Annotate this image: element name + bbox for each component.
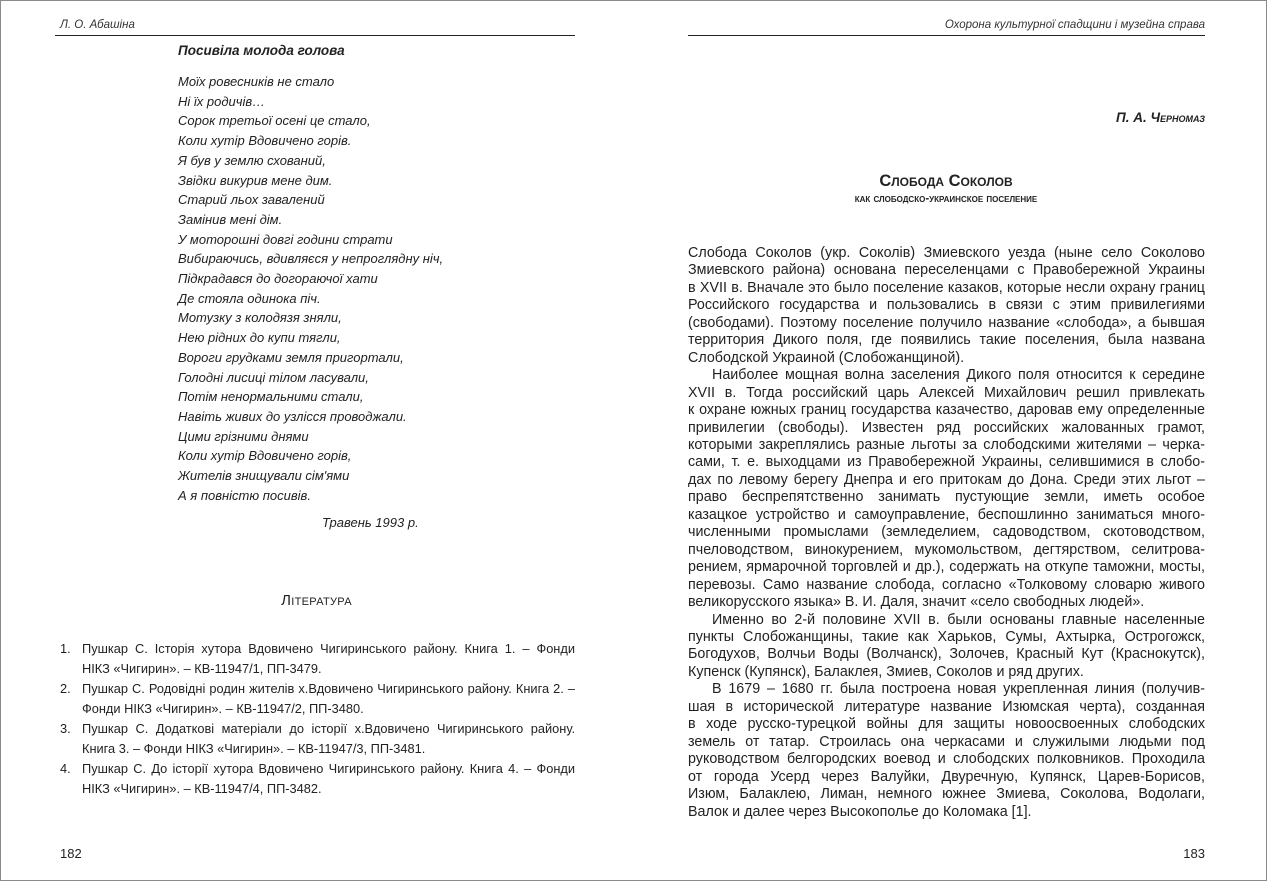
poem — [178, 72, 443, 505]
reference-line: НІКЗ «Чигирин». – КВ-11947/1, ПП-3479. — [82, 661, 322, 676]
running-head-left: Л. О. Абашіна — [60, 19, 135, 31]
reference-line: Книга 3. – Фонди НІКЗ «Чигирин». – КВ-11947/3, ПП-3481. — [82, 741, 426, 756]
running-head-right: Охорона культурної спадщини і музейна справа — [944, 19, 1205, 31]
header-rule — [55, 35, 575, 36]
reference-line: Фонди НІКЗ «Чигирин». – КВ-11947/2, ПП-3480. — [82, 701, 364, 716]
poem-line: Де стояла одинока піч. — [178, 290, 321, 306]
paragraph-line: в XVII в. Вначале это было поселение казаков, которые несли охрану границ — [688, 279, 1205, 296]
paragraph-line: Слободской Украиной (Слобожанщиной). — [688, 349, 965, 366]
poem-line: Старий льох завалений — [178, 192, 325, 208]
paragraph-line: Змиевского района) основана переселенцами с Правобережной Украины — [688, 262, 1205, 279]
literature-heading: Література — [281, 592, 352, 609]
paragraph-line: Именно во 2-й половине XVII в. были основаны главные населенные — [712, 611, 1205, 628]
poem-line: Моїх ровесників не стало — [178, 74, 335, 89]
poem-line: Навіть живих до узлісся проводжали. — [178, 408, 407, 424]
poem-line: Підкрадався до догораючої хати — [178, 271, 378, 287]
poem-line: А я повністю посивів. — [178, 487, 311, 503]
paragraph-line: Валок и далее через Высокополье до Коломака [1]. — [688, 803, 1032, 820]
paragraph-line: Слобода Соколов (укр. Соколів) Змиевского уезда (ныне село Соколово — [688, 245, 1205, 261]
paragraph-line: Изюм, Балаклею, Лиман, немного южнее Змиева, Соколова, Водолаги, — [688, 786, 1205, 803]
paragraph-line: численными промыслами (земледелием, садоводством, скотоводством, — [688, 524, 1205, 541]
paragraph-line: сами, т. е. выходцами из Правобережной Украины, селившимися в слобо- — [688, 454, 1205, 471]
paragraph-line: право беспрепятственно занимать пустующие земли, иметь особое — [688, 489, 1205, 506]
paragraph-line: рением, ярмарочной торговлей и др.), содержать на откупе таможни, мосты, — [688, 559, 1205, 576]
paragraph — [688, 245, 1205, 367]
reference-list — [60, 639, 575, 799]
reference-number: 3. — [60, 721, 71, 736]
reference-item — [60, 679, 575, 719]
poem-line: Коли хутір Вдовичено горів. — [178, 133, 352, 149]
article-subtitle: как слободско-украинское поселение — [854, 193, 1038, 205]
poem-line: Жителів знищували сім'ями — [178, 468, 350, 484]
paragraph-line: земель от татар. Строилась она черкасами и служилыми людьми под — [688, 733, 1205, 750]
header-rule — [688, 35, 1205, 36]
reference-line: НІКЗ «Чигирин». – КВ-11947/4, ПП-3482. — [82, 781, 322, 796]
poem-line: Замінив мені дім. — [178, 211, 283, 227]
poem-line: Ні їх родичів… — [178, 93, 266, 109]
paragraph-line: казацкое устройство и самоуправление, беспошлинно заниматься много- — [688, 506, 1205, 523]
reference-line: Пушкар С. Історія хутора Вдовичено Чигиринського району. Книга 1. – Фонди — [82, 641, 575, 656]
reference-item — [60, 759, 575, 799]
poem-line: Мотузку з колодязя зняли, — [178, 310, 342, 326]
reference-line: Пушкар С. До історії хутора Вдовичено Чигиринського району. Книга 4. – Фонди — [82, 761, 575, 776]
paragraph-line: пункты Слобожанщины, такие как Харьков, Сумы, Ахтырка, Острогожск, — [688, 628, 1205, 645]
poem-line: Вибираючись, вдивляєся у непроглядну ніч, — [178, 251, 444, 267]
page-number-left: 182 — [60, 846, 82, 861]
paragraph-line: привилегии (свободы). Известен ряд российских жалованных грамот, — [688, 419, 1205, 436]
right-page — [633, 0, 1267, 881]
paragraph-line: великорусского языка» В. И. Даля, значит «село свободных людей». — [688, 594, 1145, 611]
reference-number: 1. — [60, 641, 71, 656]
paragraph-line: Купенск (Купянск), Балаклея, Змиев, Соколов и ряд других. — [688, 663, 1084, 680]
poem-line: Вороги грудками земля пригортали, — [178, 349, 404, 365]
paragraph — [688, 367, 1205, 611]
poem-line: Звідки викурив мене дим. — [178, 172, 333, 188]
page-number-right: 183 — [1183, 846, 1205, 861]
paragraph-line: В 1679 – 1680 гг. была построена новая укрепленная линия (получив- — [712, 681, 1205, 698]
reference-line: Пушкар С. Додаткові матеріали до історії х.Вдовичено Чигиринського району. — [82, 721, 575, 736]
reference-number: 2. — [60, 681, 71, 696]
reference-line: Пушкар С. Родовідні родин жителів х.Вдовичено Чигиринського району. Книга 2. – — [82, 681, 575, 696]
poem-line: Голодні лисиці тілом ласували, — [178, 369, 369, 385]
reference-item — [60, 719, 575, 759]
poem-title: Посивіла молода голова — [178, 43, 345, 58]
poem-line: Коли хутір Вдовичено горів, — [178, 448, 352, 464]
poem-line: У моторошні довгі години страти — [178, 231, 393, 247]
paragraph-line: шая в исторической литературе название Изюмская черта), созданная — [688, 698, 1205, 715]
paragraph-line: территория Дикого поля, где появились такие поселения, была названа — [688, 332, 1205, 349]
paragraph-line: дах по левому берегу Днепра и его притокам до Дона. Среди этих льгот – — [688, 471, 1205, 488]
poem-line: Цими грізними днями — [178, 428, 309, 444]
paragraph-line: в ходе русско-турецкой войны для защиты новоосвоенных слободских — [688, 716, 1205, 733]
poem-line: Сорок третьої осені це стало, — [178, 113, 371, 129]
paragraph-line: (свободами). Поэтому поселение получило название «слобода», а бывшая — [688, 314, 1205, 331]
paragraph-line: XVII в. Тогда российский царь Алексей Михайлович решил привлекать — [688, 384, 1205, 401]
paragraph-line: от города Усерд через Валуйки, Двуречную, Купянск, Царев-Борисов, — [688, 768, 1205, 785]
paragraph-line: Богодухов, Волчьи Воды (Волчанск), Золочев, Красный Кут (Краснокутск), — [688, 646, 1205, 663]
paragraph-line: перевозы. Само название слобода, согласно «Толковому словарю живого — [688, 576, 1205, 593]
poem-line: Потім ненормальними стали, — [178, 389, 364, 405]
paragraph-line: Наиболее мощная волна заселения Дикого поля относится к середине — [712, 367, 1205, 384]
poem-line: Я був у землю схований, — [178, 152, 326, 168]
reference-number: 4. — [60, 761, 71, 776]
article-title: Слобода Соколов — [879, 172, 1013, 190]
poem-date: Травень 1993 р. — [322, 515, 419, 530]
paragraph — [688, 681, 1205, 821]
paragraph-line: руководством белгородских воевод и слободских полковников. Проходила — [688, 751, 1205, 768]
paragraph-line: Российского государства и пользовались в связи с этим привилегиями — [688, 297, 1205, 314]
poem-line: Нею рідних до купи тягли, — [178, 330, 341, 346]
reference-item — [60, 639, 575, 679]
article-author: П. А. Черномаз — [1116, 110, 1205, 125]
paragraph-line: к охране южных границ государства казачество, даровав ему определенные — [688, 402, 1205, 419]
left-page — [0, 0, 633, 881]
paragraph — [688, 612, 1205, 682]
article-body — [688, 245, 1205, 821]
paragraph-line: которыми закреплялись разные льготы за слободскими жителями – черка- — [688, 436, 1205, 453]
paragraph-line: пчеловодством, винокурением, мукомольством, дегтярством, селитрова- — [688, 541, 1205, 558]
